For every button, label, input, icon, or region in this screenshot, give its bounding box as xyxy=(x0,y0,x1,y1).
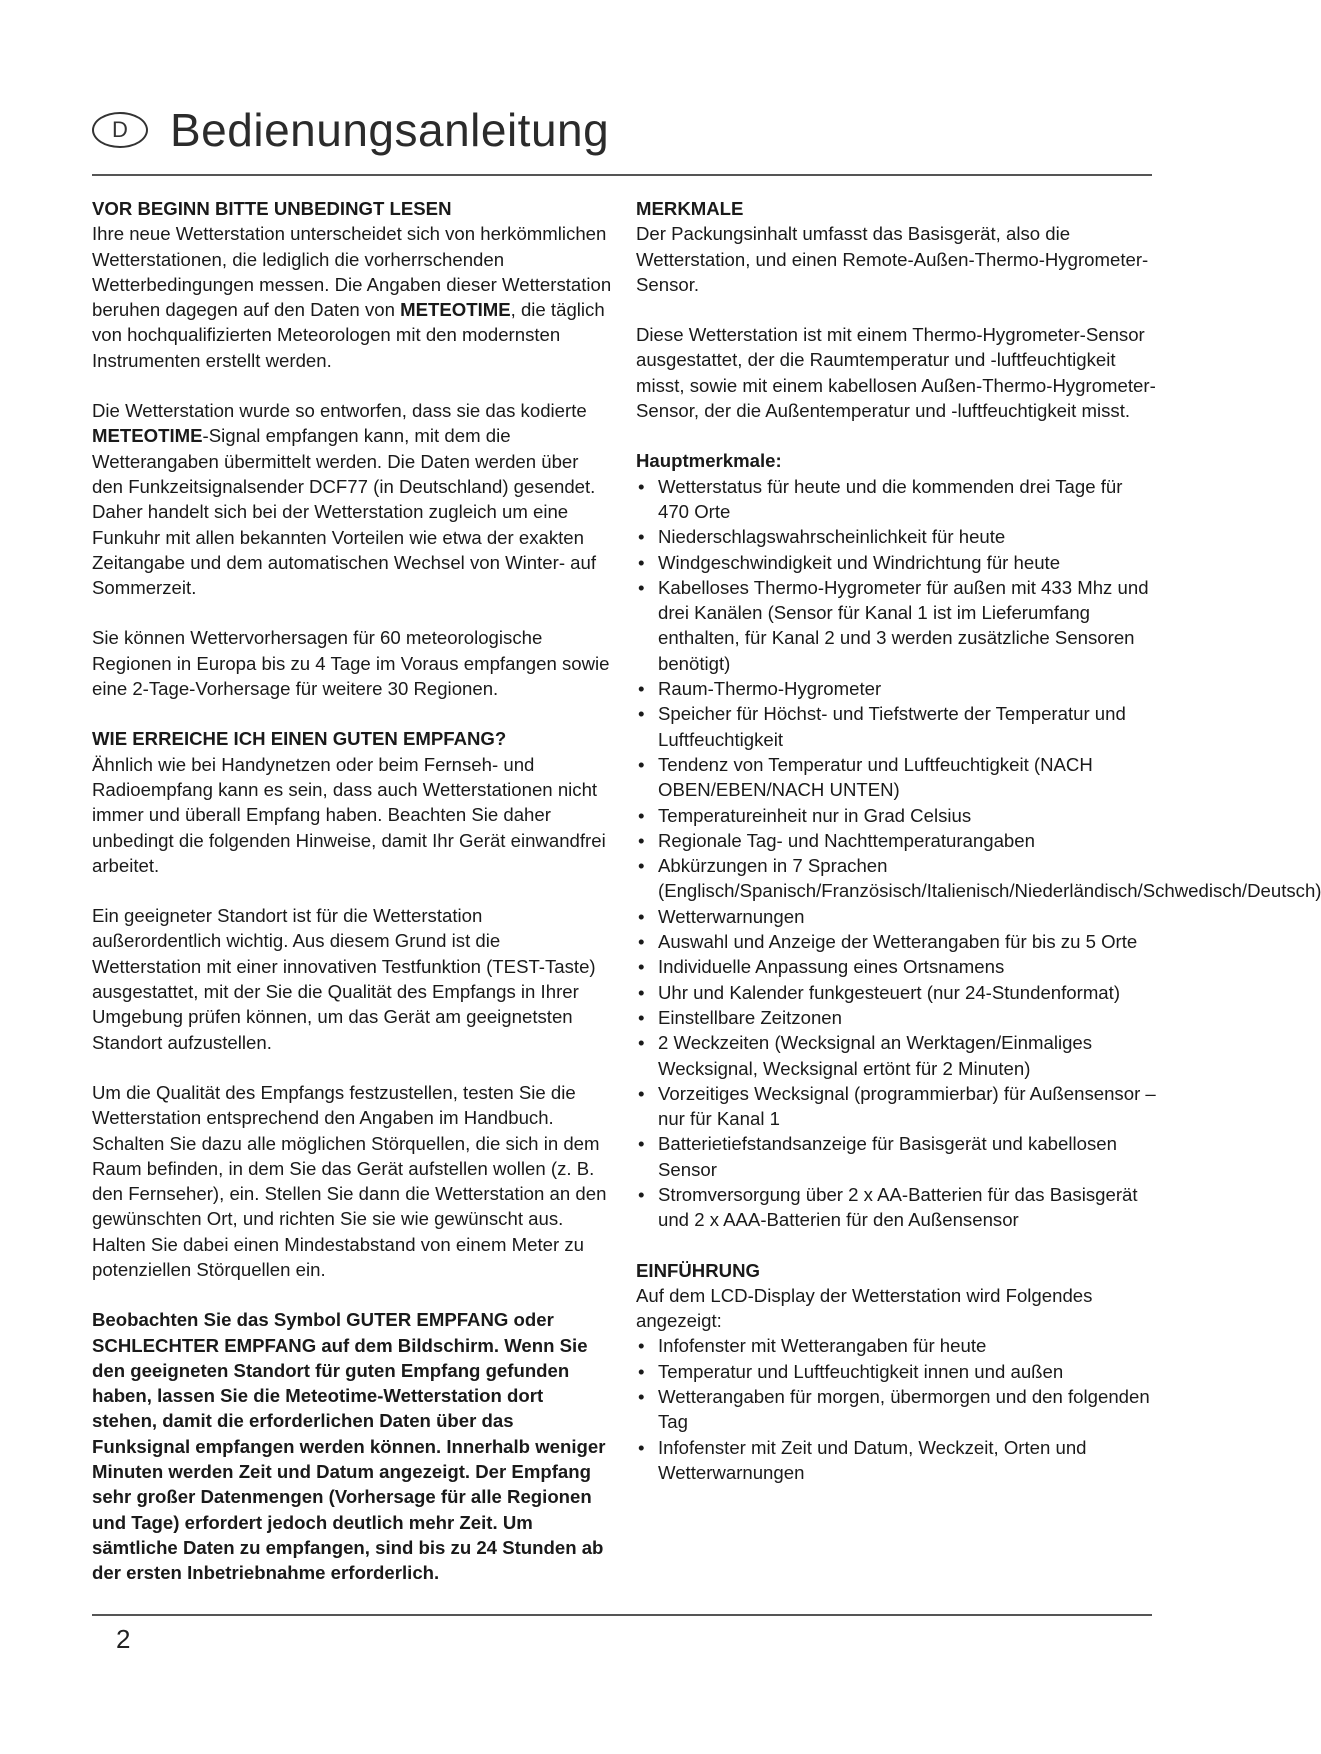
paragraph xyxy=(92,221,612,373)
paragraph: Auf dem LCD-Display der Wetterstation wird Folgendes angezeigt: xyxy=(636,1284,1093,1332)
list-item: • Vorzeitiges Wecksignal (programmierbar) für Außensensor – nur für Kanal 1 xyxy=(636,1081,1156,1132)
footer-divider xyxy=(92,1614,1152,1616)
left-column xyxy=(92,196,612,1611)
paragraph xyxy=(92,398,612,600)
text: , die täglich von hochqualifizierten Meteorologen mit den modernsten Instrumenten erstellt werden. xyxy=(92,299,605,371)
paragraph: Um die Qualität des Empfangs festzustellen, testen Sie die Wetterstation entsprechend den Angaben im Handbuch. Schalten Sie dazu alle möglichen Störquellen, die sich in dem Raum befinden, in dem Sie das Gerät aufstellen wollen (z. B. den Fernseher), ein. Stellen Sie dann die Wetterstation an den gewünschten Ort, und richten Sie sie wie gewünscht aus. Halten Sie dabei einen Mindestabstand von einem Meter zu potenziellen Störquellen ein. xyxy=(92,1081,607,1280)
list-item: • Tendenz von Temperatur und Luftfeuchtigkeit (NACH OBEN/EBEN/NACH UNTEN) xyxy=(636,752,1156,803)
list-item: • Temperatur und Luftfeuchtigkeit innen und außen xyxy=(636,1359,1156,1384)
list-item: • Niederschlagswahrscheinlichkeit für heute xyxy=(636,524,1156,549)
page-header xyxy=(92,100,1152,160)
display-list xyxy=(636,1333,1156,1485)
list-item: • Wetterangaben für morgen, übermorgen und den folgenden Tag xyxy=(636,1384,1156,1435)
list-item: • Temperatureinheit nur in Grad Celsius xyxy=(636,803,1156,828)
feature-list xyxy=(636,474,1321,1233)
paragraph: Sie können Wettervorhersagen für 60 meteorologische Regionen in Europa bis zu 4 Tage im Voraus empfangen sowie eine 2-Tage-Vorhersage für weitere 30 Regionen. xyxy=(92,627,610,700)
list-item: • Raum-Thermo-Hygrometer xyxy=(636,676,1156,701)
section-heading-read-first: VOR BEGINN BITTE UNBEDINGT LESEN xyxy=(92,198,452,219)
list-item: • Abkürzungen in 7 Sprachen (Englisch/Spanisch/Französisch/Italienisch/Niederländisch/Schwedisch/Deutsch) xyxy=(636,853,1156,904)
section-heading-features: MERKMALE xyxy=(636,198,744,219)
paragraph: Ähnlich wie bei Handynetzen oder beim Fernseh- und Radioempfang kann es sein, dass auch Wetterstationen nicht immer und überall Empfang haben. Beachten Sie daher unbedingt die folgenden Hinweise, damit Ihr Gerät einwandfrei arbeitet. xyxy=(92,753,606,876)
list-item: • Individuelle Anpassung eines Ortsnamens xyxy=(636,954,1156,979)
text: Die Wetterstation wurde so entworfen, dass sie das kodierte xyxy=(92,400,587,422)
subheading-main-features: Hauptmerkmale: xyxy=(636,450,782,472)
header-divider xyxy=(92,174,1152,176)
text: Ihre neue Wetterstation unterscheidet sich von herkömmlichen Wetterstationen, die lediglich die vorherrschenden Wetterbedingungen messen. Die Angaben dieser Wetterstation beruhen dagegen auf den Daten von xyxy=(92,223,612,321)
list-item: • Uhr und Kalender funkgesteuert (nur 24-Stundenformat) xyxy=(636,980,1156,1005)
paragraph: Diese Wetterstation ist mit einem Thermo-Hygrometer-Sensor ausgestattet, der die Raumtemperatur und -luftfeuchtigkeit misst, sowie mit einem kabellosen Außen-Thermo-Hygrometer-Sensor, der die Außentemperatur und -luftfeuchtigkeit misst. xyxy=(636,324,1156,422)
list-item: • Infofenster mit Zeit und Datum, Weckzeit, Orten und Wetterwarnungen xyxy=(636,1435,1156,1486)
list-item: • 2 Weckzeiten (Wecksignal an Werktagen/Einmaliges Wecksignal, Wecksignal ertönt für 2 Minuten) xyxy=(636,1030,1156,1081)
list-item: • Kabelloses Thermo-Hygrometer für außen mit 433 Mhz und drei Kanälen (Sensor für Kanal 1 ist im Lieferumfang enthalten, für Kanal 2 und 3 werden zusätzliche Sensoren benötigt) xyxy=(636,575,1156,676)
list-item: • Windgeschwindigkeit und Windrichtung für heute xyxy=(636,550,1156,575)
list-item: • Auswahl und Anzeige der Wetterangaben für bis zu 5 Orte xyxy=(636,929,1156,954)
list-item: • Wetterstatus für heute und die kommenden drei Tage für 470 Orte xyxy=(636,474,1156,525)
section-heading-introduction: EINFÜHRUNG xyxy=(636,1259,760,1281)
right-column xyxy=(636,196,1321,1510)
list-item: • Batterietiefstandsanzeige für Basisgerät und kabellosen Sensor xyxy=(636,1131,1156,1182)
list-item: • Regionale Tag- und Nachttemperaturangaben xyxy=(636,828,1156,853)
paragraph: Ein geeigneter Standort ist für die Wetterstation außerordentlich wichtig. Aus diesem Grund ist die Wetterstation mit einer innovativen Testfunktion (TEST-Taste) ausgestattet, mit der Sie die Qualität des Empfangs in Ihrer Umgebung prüfen können, um das Gerät am geeignetsten Standort aufzustellen. xyxy=(92,905,596,1053)
text: -Signal empfangen kann, mit dem die Wetterangaben übermittelt werden. Die Daten werden über den Funkzeitsignalsender DCF77 (in Deutschland) gesendet. Daher handelt sich bei der Wetterstation zugleich um eine Funkuhr mit allen bekannten Vorteilen wie etwa der exakten Zeitangabe und dem automatischen Wechsel von Winter- auf Sommerzeit. xyxy=(92,425,597,599)
page-number: 2 xyxy=(116,1624,131,1654)
paragraph: Der Packungsinhalt umfasst das Basisgerät, also die Wetterstation, und einen Remote-Außen-Thermo-Hygrometer-Sensor. xyxy=(636,223,1149,295)
list-item: • Einstellbare Zeitzonen xyxy=(636,1005,1156,1030)
brand-meteotime: METEOTIME xyxy=(400,299,511,321)
section-heading-reception: WIE ERREICHE ICH EINEN GUTEN EMPFANG? xyxy=(92,728,507,750)
page-title: Bedienungsanleitung xyxy=(170,104,610,156)
list-item: • Stromversorgung über 2 x AA-Batterien für das Basisgerät und 2 x AAA-Batterien für den Außensensor xyxy=(636,1182,1156,1233)
list-item: • Speicher für Höchst- und Tiefstwerte der Temperatur und Luftfeuchtigkeit xyxy=(636,701,1156,752)
language-badge: D xyxy=(92,112,148,148)
paragraph-bold-note: Beobachten Sie das Symbol GUTER EMPFANG oder SCHLECHTER EMPFANG auf dem Bildschirm. Wenn Sie den geeigneten Standort für guten Empfang gefunden haben, lassen Sie die Meteotime-Wetterstation dort stehen, damit die erforderlichen Daten über das Funksignal empfangen werden können. Innerhalb weniger Minuten werden Zeit und Datum angezeigt. Der Empfang sehr großer Datenmengen (Vorhersage für alle Regionen und Tage) erfordert jedoch deutlich mehr Zeit. Um sämtliche Daten zu empfangen, sind bis zu 24 Stunden ab der ersten Inbetriebnahme erforderlich. xyxy=(92,1309,606,1584)
brand-meteotime: METEOTIME xyxy=(92,425,203,447)
list-item: • Wetterwarnungen xyxy=(636,904,1156,929)
list-item: • Infofenster mit Wetterangaben für heute xyxy=(636,1333,1156,1358)
